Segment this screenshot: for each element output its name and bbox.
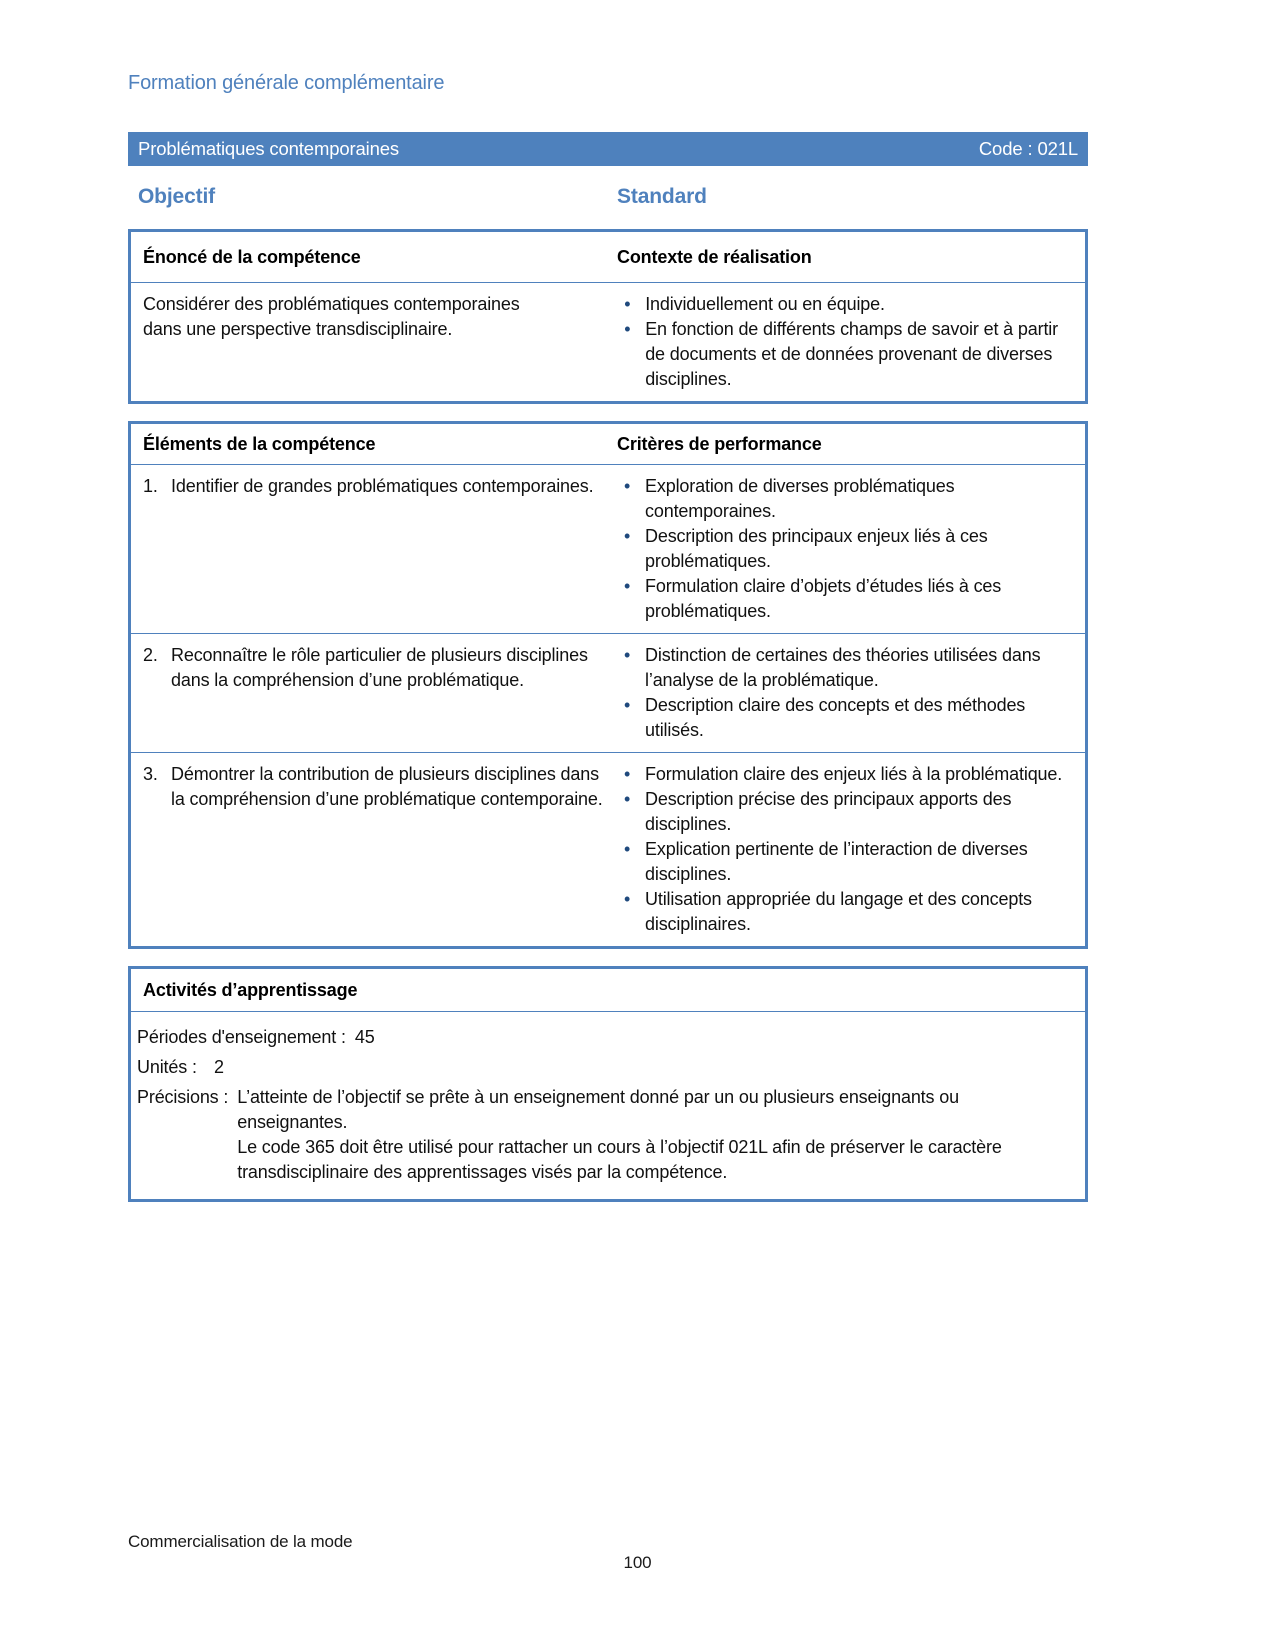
precisions-label: Précisions : [137,1087,229,1107]
element-cell [131,753,617,946]
periods-row [137,1025,1085,1050]
context-bullet: • Individuellement ou en équipe. [617,292,1085,317]
competency-table [128,229,1088,404]
column-headings [128,185,1088,209]
criteria-bullet-list [617,474,1085,624]
element-cell [131,465,617,633]
page-number: 100 [623,1553,652,1572]
banner-code: Code : 021L [978,138,1078,159]
activities-title: Activités d’apprentissage [131,969,1085,1012]
precisions-paragraph: Le code 365 doit être utilisé pour rattacher un cours à l’objectif 021L afin de préserver le caractère transdisciplinaire des apprentissages visés par la compétence. [237,1137,1002,1182]
precisions-paragraph: L’atteinte de l’objectif se prête à un enseignement donné par un ou plusieurs enseignants ou enseignantes. [237,1087,959,1132]
periods-value: 45 [354,1027,375,1047]
element-text: Reconnaître le rôle particulier de plusieurs disciplines dans la compréhension d’une problématique. [171,645,588,690]
element-row-3 [131,752,1085,946]
competency-row [131,283,1085,401]
element-number: 3. [143,764,158,784]
criteria-bullet-list [617,643,1085,743]
context-bullet: • En fonction de différents champs de savoir et à partir de documents et de données provenant de diverses disciplines. [617,317,1085,392]
criteria-bullet: • Formulation claire des enjeux liés à la problématique. [617,762,1085,787]
criteria-cell [617,753,1085,946]
footer-program-name: Commercialisation de la mode [128,1532,353,1551]
banner-title: Problématiques contemporaines [138,138,399,159]
periods-label: Périodes d'enseignement : [137,1027,346,1047]
competency-banner [128,132,1088,166]
criteria-bullet-list [617,762,1085,937]
activities-box [128,966,1088,1202]
context-cell [617,283,1085,401]
criteria-bullet: • Formulation claire d’objets d’études liés à ces problématiques. [617,574,1085,624]
element-row-1 [131,465,1085,633]
element-text: Démontrer la contribution de plusieurs disciplines dans la compréhension d’une problématique contemporaine. [171,764,603,809]
objectif-heading: Objectif [138,185,215,208]
standard-heading: Standard [617,185,707,208]
page-content [128,0,1088,1202]
units-value: 2 [214,1057,224,1077]
criteria-bullet: • Description des principaux enjeux liés à ces problématiques. [617,524,1085,574]
elements-table-header [131,424,1085,465]
element-text: Identifier de grandes problématiques contemporaines. [171,476,594,496]
element-number: 1. [143,476,158,496]
criteria-cell [617,465,1085,633]
precisions-row [137,1085,1085,1185]
criteria-bullet: • Description claire des concepts et des méthodes utilisés. [617,693,1085,743]
criteria-bullet: • Explication pertinente de l’interaction de diverses disciplines. [617,837,1085,887]
header-elements: Éléments de la compétence [143,434,376,454]
criteria-bullet: • Description précise des principaux apports des disciplines. [617,787,1085,837]
competency-table-header [131,232,1085,283]
header-enonce: Énoncé de la compétence [143,247,361,267]
context-bullet-list [617,292,1085,392]
units-row [137,1055,1085,1080]
criteria-cell [617,634,1085,752]
precisions-value [237,1085,1085,1185]
criteria-bullet: • Distinction de certaines des théories utilisées dans l’analyse de la problématique. [617,643,1085,693]
section-label: Formation générale complémentaire [128,72,445,94]
header-contexte: Contexte de réalisation [616,247,812,267]
activities-body [131,1012,1085,1199]
header-criteres: Critères de performance [616,434,822,454]
element-number: 2. [143,645,158,665]
competency-statement: Considérer des problématiques contemporaines dans une perspective transdisciplinaire. [143,294,520,339]
criteria-bullet: • Utilisation appropriée du langage et des concepts disciplinaires. [617,887,1085,937]
units-label: Unités : [137,1057,197,1077]
element-row-2 [131,633,1085,752]
elements-table [128,421,1088,949]
criteria-bullet: • Exploration de diverses problématiques contemporaines. [617,474,1085,524]
element-cell [131,634,617,752]
